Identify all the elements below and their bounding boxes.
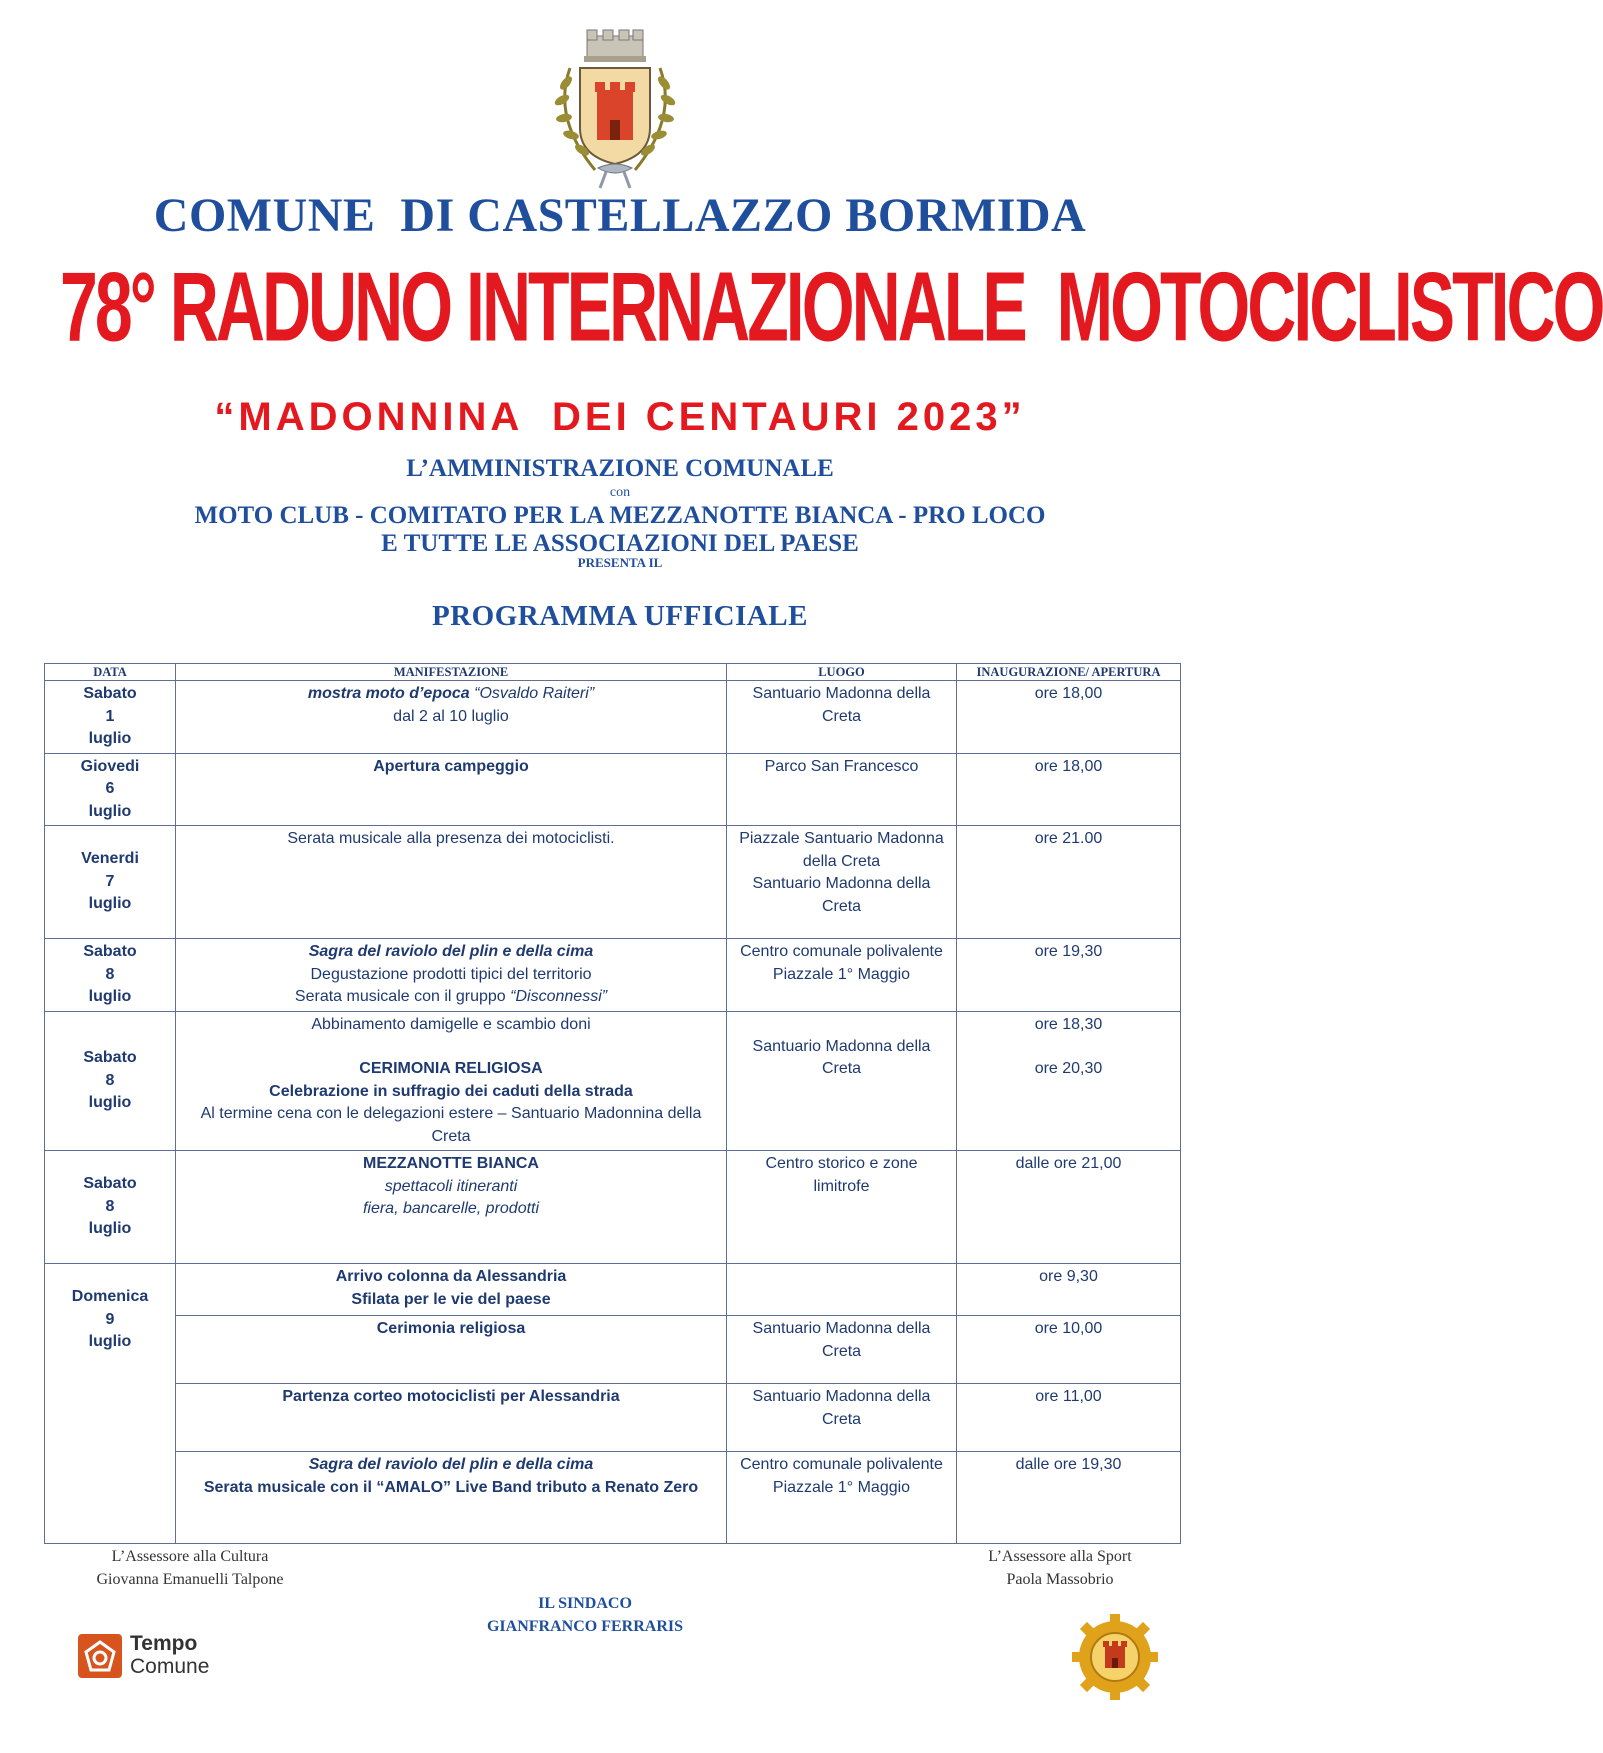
intro-organizers: MOTO CLUB - COMITATO PER LA MEZZANOTTE BIANCA - PRO LOCO: [194, 502, 1046, 529]
comune-title: COMUNE DI CASTELLAZZO BORMIDA: [153, 189, 1087, 242]
table-row: [45, 681, 1181, 754]
table-row: [45, 1011, 1181, 1151]
row-time: ore 18,00: [957, 753, 1181, 826]
intro-associations: E TUTTE LE ASSOCIAZIONI DEL PAESE: [381, 530, 859, 557]
row-date: Venerdi 7 luglio: [45, 826, 176, 939]
table-row: [45, 939, 1181, 1012]
row-time: ore 9,30: [957, 1264, 1181, 1316]
row-place: Parco San Francesco: [727, 753, 957, 826]
row-place: Santuario Madonna della Creta: [727, 1011, 957, 1151]
col-header-luogo: LUOGO: [727, 664, 957, 681]
row-place: Santuario Madonna della Creta: [727, 1384, 957, 1452]
tempo-comune-logo: Tempo Comune: [78, 1632, 238, 1680]
row-event: MEZZANOTTE BIANCA spettacoli itineranti fiera, bancarelle, prodotti: [176, 1151, 727, 1264]
tempo-comune-icon: [78, 1634, 122, 1678]
row-date: Sabato 8 luglio: [45, 1151, 176, 1264]
row-date: Sabato 8 luglio: [45, 1011, 176, 1151]
row-event: Serata musicale alla presenza dei motociclisti.: [176, 826, 727, 939]
row-time: ore 21.00: [957, 826, 1181, 939]
row-event: Cerimonia religiosa: [176, 1316, 727, 1384]
signature-sindaco: IL SINDACO GIANFRANCO FERRARIS: [486, 1595, 683, 1635]
event-title: 78° RADUNO INTERNAZIONALE MOTOCICLISTICO: [60, 252, 1603, 363]
row-place: Centro comunale polivalente Piazzale 1° Maggio: [727, 1452, 957, 1544]
intro-con: con: [609, 485, 631, 500]
row-event: Arrivo colonna da Alessandria Sfilata per le vie del paese: [176, 1264, 727, 1316]
row-time: ore 11,00: [957, 1384, 1181, 1452]
table-row: [45, 1264, 1181, 1316]
col-header-data: DATA: [45, 664, 176, 681]
table-row: [45, 1316, 1181, 1384]
row-time: dalle ore 19,30: [957, 1452, 1181, 1544]
row-time: ore 10,00: [957, 1316, 1181, 1384]
row-place: [727, 1264, 957, 1316]
row-time: ore 19,30: [957, 939, 1181, 1012]
col-header-manifestazione: MANIFESTAZIONE: [176, 664, 727, 681]
row-event: Partenza corteo motociclisti per Alessandria: [176, 1384, 727, 1452]
intro-presenta: PRESENTA IL: [577, 555, 663, 570]
table-header-row: [45, 664, 1181, 681]
moto-club-logo: [1070, 1612, 1160, 1702]
row-place: Santuario Madonna della Creta: [727, 1316, 957, 1384]
row-date: Giovedi 6 luglio: [45, 753, 176, 826]
row-time: ore 18,00: [957, 681, 1181, 754]
signature-cultura: L’Assessore alla Cultura Giovanna Emanuelli Talpone: [96, 1548, 284, 1588]
event-subtitle: “MADONNINA DEI CENTAURI 2023”: [214, 395, 1026, 439]
row-event: Sagra del raviolo del plin e della cima Degustazione prodotti tipici del territorio Serata musicale con il gruppo “Disconnessi”: [176, 939, 727, 1012]
row-place: Centro comunale polivalente Piazzale 1° Maggio: [727, 939, 957, 1012]
row-event: Sagra del raviolo del plin e della cima Serata musicale con il “AMALO” Live Band tributo a Renato Zero: [176, 1452, 727, 1544]
signature-sport: L’Assessore alla Sport Paola Massobrio: [988, 1548, 1132, 1588]
programma-heading: PROGRAMMA UFFICIALE: [431, 600, 808, 632]
row-event: Apertura campeggio: [176, 753, 727, 826]
row-place: Santuario Madonna della Creta: [727, 681, 957, 754]
table-row: [45, 753, 1181, 826]
table-row: [45, 1384, 1181, 1452]
municipal-crest: [540, 28, 690, 190]
row-date: Sabato 8 luglio: [45, 939, 176, 1012]
table-row: [45, 826, 1181, 939]
program-table: [44, 663, 1181, 1544]
row-time: ore 18,30 ore 20,30: [957, 1011, 1181, 1151]
table-row: [45, 1151, 1181, 1264]
row-date: Domenica 9 luglio: [45, 1264, 176, 1544]
col-header-apertura: INAUGURAZIONE/ APERTURA: [957, 664, 1181, 681]
row-date: Sabato 1 luglio: [45, 681, 176, 754]
row-event: mostra moto d’epoca “Osvaldo Raiteri” dal 2 al 10 luglio: [176, 681, 727, 754]
table-row: [45, 1452, 1181, 1544]
intro-administration: L’AMMINISTRAZIONE COMUNALE: [406, 455, 834, 482]
row-place: Centro storico e zone limitrofe: [727, 1151, 957, 1264]
row-event: Abbinamento damigelle e scambio doni CERIMONIA RELIGIOSA Celebrazione in suffragio dei caduti della strada Al termine cena con le delegazioni estere – Santuario Madonnina della Creta: [176, 1011, 727, 1151]
row-place: Piazzale Santuario Madonna della Creta Santuario Madonna della Creta: [727, 826, 957, 939]
row-time: dalle ore 21,00: [957, 1151, 1181, 1264]
